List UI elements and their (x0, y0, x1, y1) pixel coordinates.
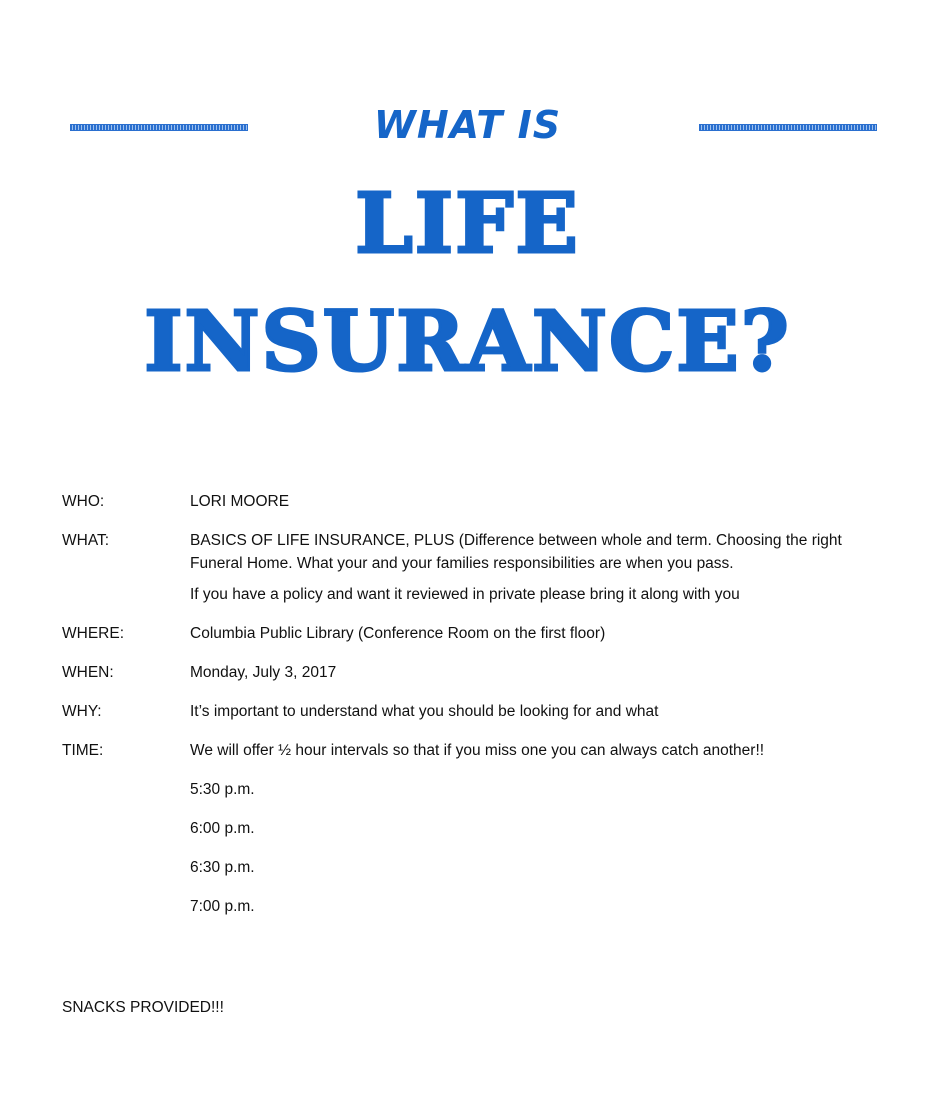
time-slot-row (62, 778, 882, 801)
what-value-note: If you have a policy and want it reviewed in private please bring it along with you (190, 586, 740, 603)
who-value: LORI MOORE (190, 493, 290, 510)
time-slot: 7:00 p.m. (190, 898, 255, 915)
where-value: Columbia Public Library (Conference Room on the first floor) (190, 625, 606, 642)
time-slot-row (62, 895, 882, 918)
event-details (62, 490, 882, 934)
why-row (62, 700, 882, 723)
what-label: WHAT: (62, 532, 110, 549)
time-row (62, 739, 882, 762)
where-row (62, 622, 882, 645)
why-value: It’s important to understand what you should be looking for and what (190, 703, 659, 720)
time-value: We will offer ½ hour intervals so that if you miss one you can always catch another!! (190, 742, 765, 759)
time-slot: 6:00 p.m. (190, 820, 255, 837)
time-slot-row (62, 817, 882, 840)
title-line-2: INSURANCE? (144, 294, 791, 390)
who-label: WHO: (62, 493, 105, 510)
who-row (62, 490, 882, 513)
why-label: WHY: (62, 703, 102, 720)
where-label: WHERE: (62, 625, 124, 642)
time-slot: 6:30 p.m. (190, 859, 255, 876)
when-row (62, 661, 882, 684)
when-label: WHEN: (62, 664, 114, 681)
time-label: TIME: (62, 742, 104, 759)
what-value: BASICS OF LIFE INSURANCE, PLUS (Difference between whole and term. Choosing the right Funeral Home. What your and your families responsibilities are when you pass. (190, 532, 842, 572)
time-slot: 5:30 p.m. (190, 781, 255, 798)
time-slot-row (62, 856, 882, 879)
title-line-1: LIFE (355, 176, 580, 272)
snacks-note: SNACKS PROVIDED!!! (62, 999, 224, 1016)
when-value: Monday, July 3, 2017 (190, 664, 337, 681)
what-row (62, 529, 882, 575)
subtitle: WHAT IS (373, 103, 562, 147)
what-row-continued (62, 583, 882, 606)
